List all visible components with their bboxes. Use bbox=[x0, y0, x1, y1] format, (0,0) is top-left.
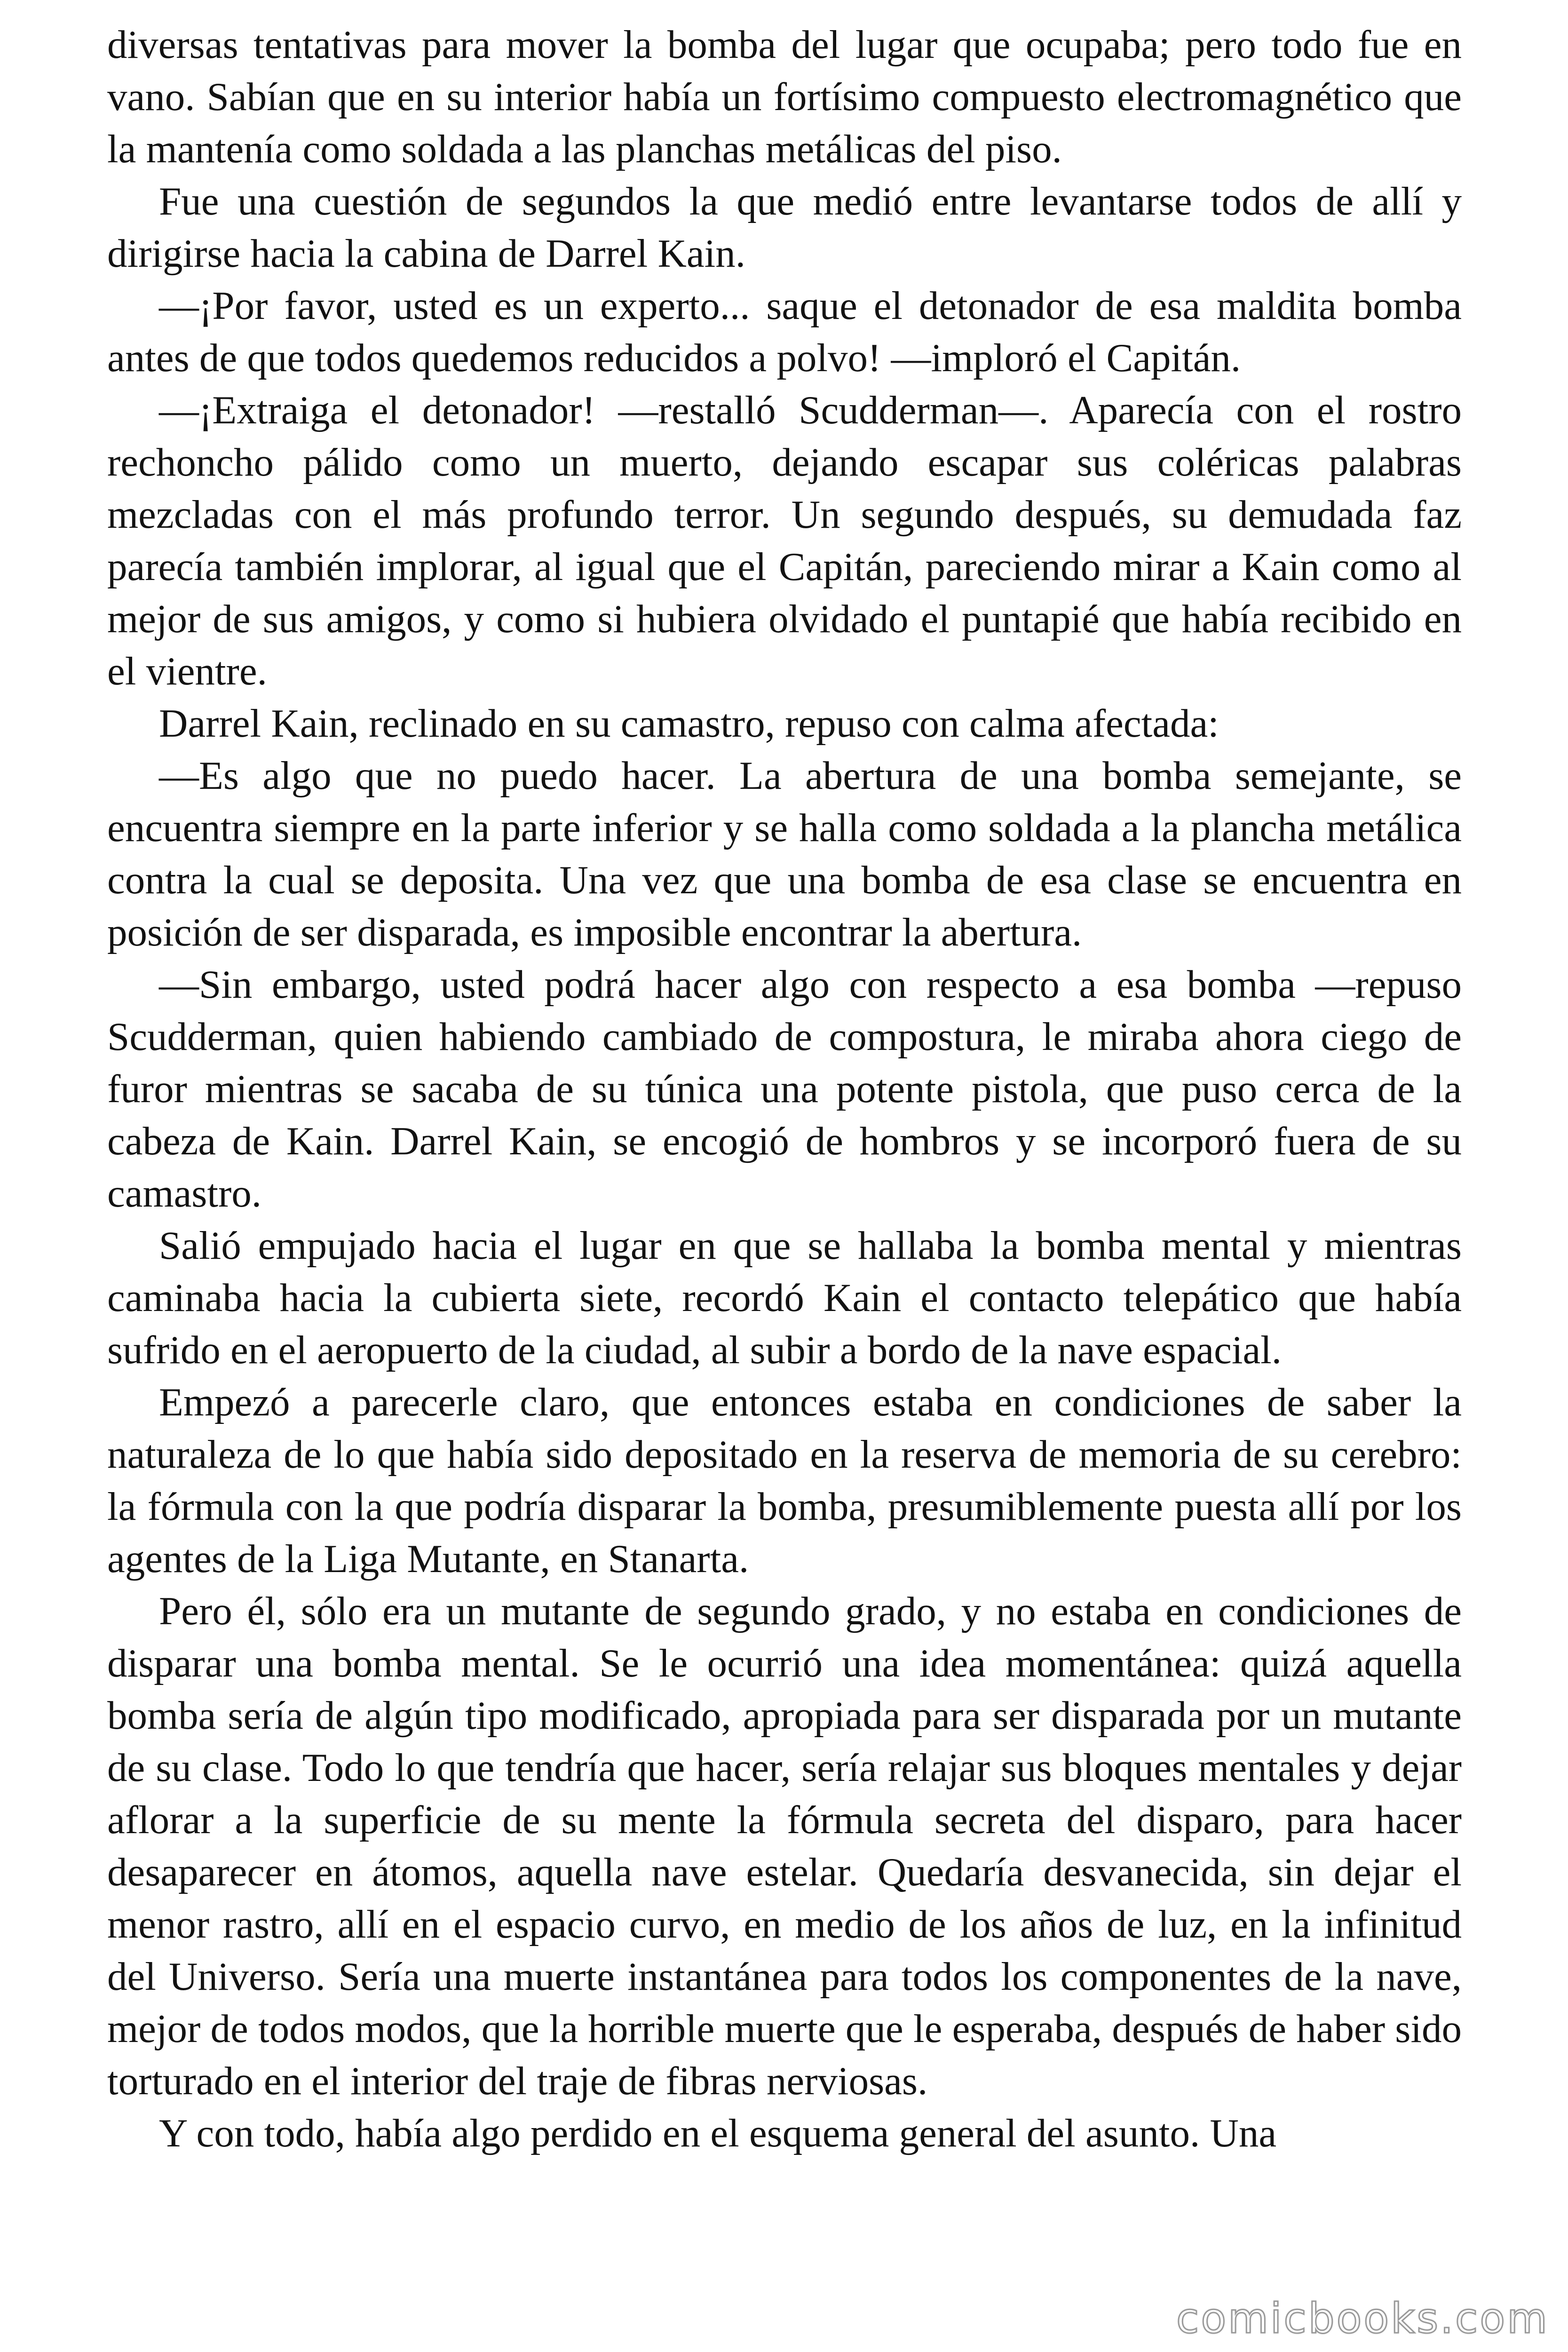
paragraph: Fue una cuestión de segundos la que medió entre levantarse todos de allí y dirigirse hacia la cabina de Darrel Kain. bbox=[107, 179, 1462, 276]
body-text bbox=[107, 19, 1462, 2160]
paragraph: —¡Extraiga el detonador! —restalló Scudderman—. Aparecía con el rostro rechoncho pálido como un muerto, dejando escapar sus coléricas palabras mezcladas con el más profundo terror. Un segundo después, su demudada faz parecía también implorar, al igual que el Capitán, pareciendo mirar a Kain como al mejor de sus amigos, y como si hubiera olvidado el puntapié que había recibido en el vientre. bbox=[107, 388, 1462, 693]
paragraph: —Sin embargo, usted podrá hacer algo con respecto a esa bomba —repuso Scudderman, quien habiendo cambiado de compostura, le miraba ahora ciego de furor mientras se sacaba de su túnica una potente pistola, que puso cerca de la cabeza de Kain. Darrel Kain, se encogió de hombros y se incorporó fuera de su camastro. bbox=[107, 962, 1462, 1216]
paragraph: Darrel Kain, reclinado en su camastro, repuso con calma afectada: bbox=[159, 701, 1219, 746]
paragraph: Salió empujado hacia el lugar en que se hallaba la bomba mental y mientras caminaba hacia la cubierta siete, recordó Kain el contacto telepático que había sufrido en el aeropuerto de la ciudad, al subir a bordo de la nave espacial. bbox=[107, 1224, 1462, 1372]
paragraph: —¡Por favor, usted es un experto... saque el detonador de esa maldita bomba antes de que todos quedemos reducidos a polvo! —imploró el Capitán. bbox=[107, 284, 1462, 380]
paragraph: Pero él, sólo era un mutante de segundo grado, y no estaba en condiciones de disparar una bomba mental. Se le ocurrió una idea momentánea: quizá aquella bomba sería de algún tipo modificado, apropiada para ser disparada por un mutante de su clase. Todo lo que tendría que hacer, sería relajar sus bloques mentales y dejar aflorar a la superficie de su mente la fórmula secreta del disparo, para hacer desaparecer en átomos, aquella nave estelar. Quedaría desvanecida, sin dejar el menor rastro, allí en el espacio curvo, en medio de los años de luz, en la infinitud del Universo. Sería una muerte instantánea para todos los componentes de la nave, mejor de todos modos, que la horrible muerte que le esperaba, después de haber sido torturado en el interior del traje de fibras nerviosas. bbox=[107, 1589, 1462, 2103]
paragraph: —Es algo que no puedo hacer. La abertura de una bomba semejante, se encuentra siempre en la parte inferior y se halla como soldada a la plancha metálica contra la cual se deposita. Una vez que una bomba de esa clase se encuentra en posición de ser disparada, es imposible encontrar la abertura. bbox=[107, 754, 1462, 954]
watermark: comicbooks.com bbox=[1176, 2294, 1549, 2343]
paragraph: diversas tentativas para mover la bomba del lugar que ocupaba; pero todo fue en vano. Sabían que en su interior había un fortísimo compuesto electromagnético que la mantenía como soldada a las planchas metálicas del piso. bbox=[107, 23, 1462, 171]
paragraph: Y con todo, había algo perdido en el esquema general del asunto. Una bbox=[159, 2111, 1277, 2155]
paragraph: Empezó a parecerle claro, que entonces estaba en condiciones de saber la naturaleza de lo que había sido depositado en la reserva de memoria de su cerebro: la fórmula con la que podría disparar la bomba, presumiblemente puesta allí por los agentes de la Liga Mutante, en Stanarta. bbox=[107, 1380, 1462, 1581]
